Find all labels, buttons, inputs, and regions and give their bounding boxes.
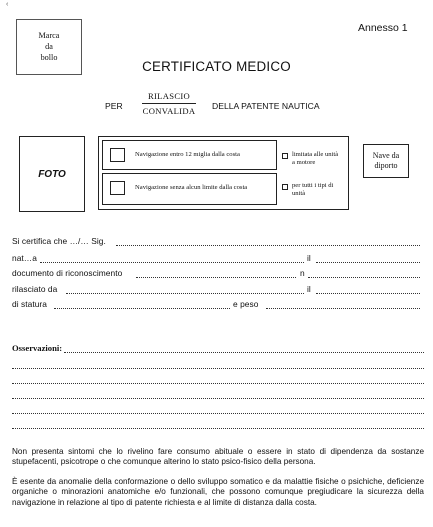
observations-line-1[interactable] bbox=[64, 352, 424, 353]
annex-label: Annesso 1 bbox=[358, 22, 408, 34]
issue-date-field[interactable] bbox=[316, 293, 420, 294]
observations-line-4[interactable] bbox=[12, 398, 424, 399]
option-motor-only-line-1: limitata alle unità bbox=[292, 151, 339, 158]
issued-by-label: rilasciato da bbox=[12, 284, 58, 294]
observations-line-2[interactable] bbox=[12, 368, 424, 369]
stamp-line-1: Marca bbox=[38, 31, 60, 40]
height-field[interactable] bbox=[54, 308, 230, 309]
option-nav-12-miles-checkbox[interactable] bbox=[110, 148, 125, 162]
issued-by-field[interactable] bbox=[66, 293, 304, 294]
option-all-units-checkbox[interactable] bbox=[282, 184, 288, 190]
option-motor-only-line-2: a motore bbox=[292, 159, 316, 166]
observations-line-5[interactable] bbox=[12, 413, 424, 414]
certify-label: Si certifica che …/… Sig. bbox=[12, 236, 106, 246]
stamp-line-2: da bbox=[45, 42, 53, 51]
id-document-field[interactable] bbox=[136, 277, 296, 278]
subtitle-fraction-line bbox=[142, 103, 196, 104]
observations-line-3[interactable] bbox=[12, 383, 424, 384]
observations-label: Osservazioni: bbox=[12, 343, 63, 353]
height-label: di statura bbox=[12, 299, 47, 309]
option-nav-unlimited-label: Navigazione senza alcun limite dalla costa bbox=[135, 184, 248, 191]
name-field[interactable] bbox=[116, 245, 420, 246]
id-number-field[interactable] bbox=[308, 277, 420, 278]
option-motor-only-checkbox[interactable] bbox=[282, 153, 288, 159]
stamp-line-3: bollo bbox=[40, 53, 58, 62]
weight-label: e peso bbox=[233, 299, 259, 309]
option-motor-only-label bbox=[292, 151, 338, 167]
option-all-units-line-2: unità bbox=[292, 190, 306, 197]
subtitle-rilascio: RILASCIO bbox=[147, 91, 191, 101]
pleasure-ship-line-1: Nave da bbox=[372, 151, 400, 160]
pleasure-ship-box bbox=[363, 144, 409, 178]
option-nav-unlimited-checkbox[interactable] bbox=[110, 181, 125, 195]
subtitle-rest: DELLA PATENTE NAUTICA bbox=[212, 101, 320, 111]
corner-mark: ‹ bbox=[6, 1, 9, 8]
id-number-label: n bbox=[300, 268, 305, 278]
subtitle-convalida: CONVALIDA bbox=[142, 106, 196, 116]
id-document-label: documento di riconoscimento bbox=[12, 268, 123, 278]
birthdate-label: il bbox=[307, 253, 311, 263]
observations-line-6[interactable] bbox=[12, 428, 424, 429]
birthplace-field[interactable] bbox=[40, 262, 304, 263]
issue-date-label: il bbox=[307, 284, 311, 294]
birthplace-label: nat…a bbox=[12, 253, 37, 263]
document-title: CERTIFICATO MEDICO bbox=[142, 59, 291, 74]
option-nav-12-miles-label: Navigazione entro 12 miglia dalla costa bbox=[135, 151, 240, 158]
option-all-units-label bbox=[292, 182, 333, 198]
photo-box bbox=[19, 136, 85, 212]
subtitle-per: PER bbox=[105, 101, 123, 111]
option-all-units-line-1: per tutti i tipi di bbox=[292, 182, 334, 189]
declaration-paragraph-2: È esente da anomalie della conformazione o dello sviluppo somatico e da malattie fisiche o psichiche, deficienze organiche o minorazioni anatomiche e/o funzionali, che possono comunque pregiudicare la sicurezza della navigazione in relazione al tipo di patente richiesta e al limite di distanza dalla costa. bbox=[12, 477, 424, 507]
declaration-paragraph-1: Non presenta sintomi che lo rivelino fare consumo abituale o essere in stato di dipendenza da sostanze stupefacenti, psicotrope o che comunque alterino lo stato psico-fisico della persona. bbox=[12, 447, 424, 467]
photo-label: FOTO bbox=[38, 169, 66, 180]
pleasure-ship-line-2: diporto bbox=[374, 161, 398, 170]
birthdate-field[interactable] bbox=[316, 262, 420, 263]
weight-field[interactable] bbox=[266, 308, 420, 309]
